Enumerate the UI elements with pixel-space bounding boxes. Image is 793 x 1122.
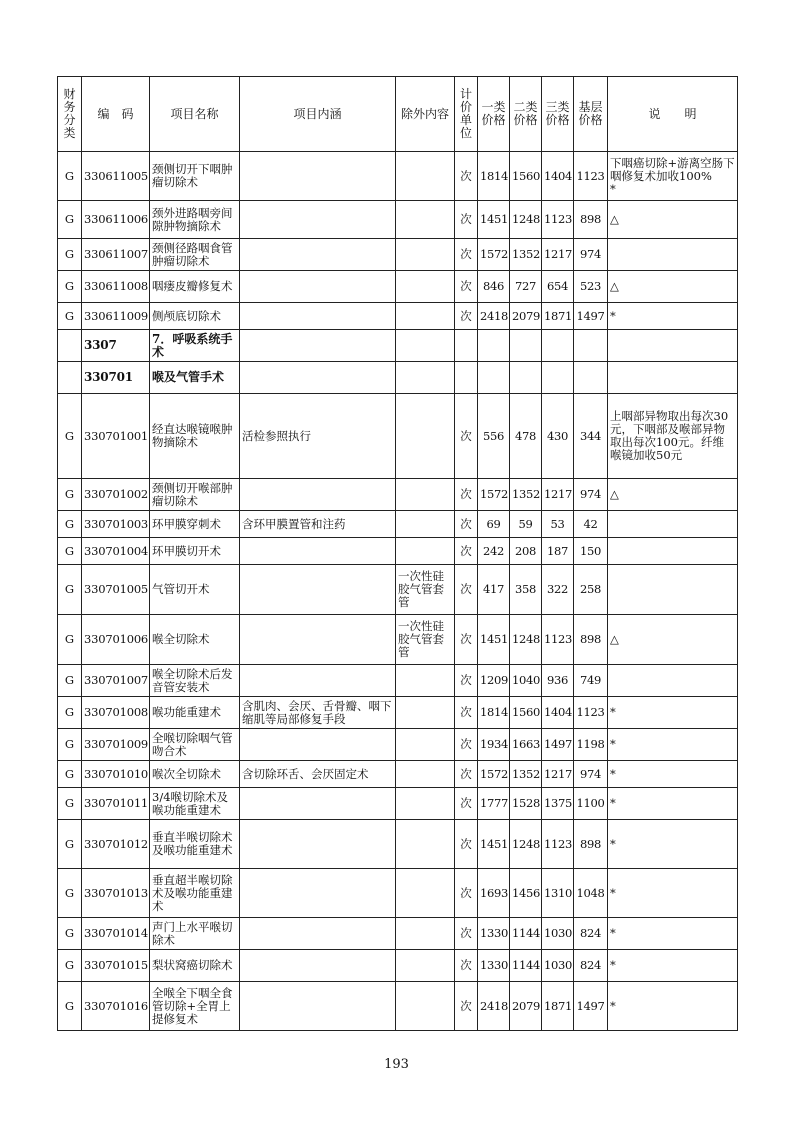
table-row bbox=[58, 479, 738, 511]
header-unit: 计价单位 bbox=[455, 77, 478, 152]
row-content bbox=[240, 615, 396, 665]
row-notes bbox=[608, 330, 738, 362]
table-row bbox=[58, 820, 738, 869]
row-price-basic: 1100 bbox=[574, 788, 608, 820]
row-price-class2: 1144 bbox=[510, 918, 542, 950]
row-item-name: 声门上水平喉切除术 bbox=[150, 918, 240, 950]
row-category bbox=[58, 330, 82, 362]
fee-table bbox=[57, 76, 738, 1031]
row-price-class3: 1375 bbox=[542, 788, 574, 820]
row-code: 330701013 bbox=[82, 869, 150, 918]
row-notes bbox=[608, 665, 738, 697]
row-item-name: 气管切开术 bbox=[150, 565, 240, 615]
row-excluded bbox=[396, 538, 455, 565]
row-category: G bbox=[58, 511, 82, 538]
row-price-class3 bbox=[542, 330, 574, 362]
row-code: 330701006 bbox=[82, 615, 150, 665]
row-code: 330701014 bbox=[82, 918, 150, 950]
row-item-name: 7．呼吸系统手术 bbox=[150, 330, 240, 362]
row-content bbox=[240, 239, 396, 271]
row-notes: * bbox=[608, 982, 738, 1031]
row-unit: 次 bbox=[455, 820, 478, 869]
row-content bbox=[240, 788, 396, 820]
row-price-class1 bbox=[478, 362, 510, 394]
row-price-class3: 187 bbox=[542, 538, 574, 565]
row-price-basic: 150 bbox=[574, 538, 608, 565]
row-item-name: 颈侧切开喉部肿瘤切除术 bbox=[150, 479, 240, 511]
row-category: G bbox=[58, 697, 82, 729]
row-code: 330611009 bbox=[82, 303, 150, 330]
row-excluded bbox=[396, 239, 455, 271]
header-row bbox=[58, 77, 738, 152]
row-price-class1: 1777 bbox=[478, 788, 510, 820]
header-category: 财务分类 bbox=[58, 77, 82, 152]
row-notes bbox=[608, 362, 738, 394]
row-unit: 次 bbox=[455, 303, 478, 330]
row-content: 含环甲膜置管和注药 bbox=[240, 511, 396, 538]
row-price-class3: 654 bbox=[542, 271, 574, 303]
row-category: G bbox=[58, 303, 82, 330]
row-category: G bbox=[58, 565, 82, 615]
row-price-basic: 42 bbox=[574, 511, 608, 538]
row-price-class3: 1217 bbox=[542, 761, 574, 788]
row-unit: 次 bbox=[455, 665, 478, 697]
row-code: 330611007 bbox=[82, 239, 150, 271]
row-item-name: 经直达喉镜喉肿物摘除术 bbox=[150, 394, 240, 479]
row-notes bbox=[608, 239, 738, 271]
row-item-name: 垂直半喉切除术及喉功能重建术 bbox=[150, 820, 240, 869]
row-price-basic: 1497 bbox=[574, 982, 608, 1031]
row-unit: 次 bbox=[455, 761, 478, 788]
row-category: G bbox=[58, 761, 82, 788]
row-unit: 次 bbox=[455, 697, 478, 729]
header-price-basic: 基层价格 bbox=[574, 77, 608, 152]
row-notes bbox=[608, 538, 738, 565]
row-item-name: 全喉切除咽气管吻合术 bbox=[150, 729, 240, 761]
row-price-class1: 1572 bbox=[478, 761, 510, 788]
row-excluded: 一次性硅胶气管套管 bbox=[396, 565, 455, 615]
row-price-class2: 1560 bbox=[510, 697, 542, 729]
row-unit bbox=[455, 362, 478, 394]
row-excluded bbox=[396, 201, 455, 239]
row-unit: 次 bbox=[455, 982, 478, 1031]
row-notes: △ bbox=[608, 201, 738, 239]
row-category: G bbox=[58, 820, 82, 869]
section-row bbox=[58, 362, 738, 394]
row-content bbox=[240, 565, 396, 615]
row-price-class3: 1871 bbox=[542, 303, 574, 330]
row-item-name: 喉全切除术 bbox=[150, 615, 240, 665]
row-excluded bbox=[396, 761, 455, 788]
row-item-name: 环甲膜切开术 bbox=[150, 538, 240, 565]
row-price-basic: 824 bbox=[574, 918, 608, 950]
row-price-class1: 1451 bbox=[478, 615, 510, 665]
row-price-class1: 1572 bbox=[478, 479, 510, 511]
row-price-class2: 208 bbox=[510, 538, 542, 565]
row-unit: 次 bbox=[455, 479, 478, 511]
row-price-basic: 1497 bbox=[574, 303, 608, 330]
row-price-class3: 53 bbox=[542, 511, 574, 538]
row-price-class2: 1352 bbox=[510, 761, 542, 788]
table-row bbox=[58, 665, 738, 697]
row-category: G bbox=[58, 982, 82, 1031]
row-content bbox=[240, 918, 396, 950]
table-row bbox=[58, 982, 738, 1031]
row-category: G bbox=[58, 729, 82, 761]
row-notes: 上咽部异物取出每次30元，下咽部及喉部异物取出每次100元。纤维喉镜加收50元 bbox=[608, 394, 738, 479]
row-price-class3: 322 bbox=[542, 565, 574, 615]
row-excluded bbox=[396, 394, 455, 479]
row-price-class1: 1693 bbox=[478, 869, 510, 918]
row-code: 330701001 bbox=[82, 394, 150, 479]
row-excluded bbox=[396, 271, 455, 303]
row-excluded bbox=[396, 869, 455, 918]
row-content: 活检参照执行 bbox=[240, 394, 396, 479]
row-price-class2: 1248 bbox=[510, 615, 542, 665]
table-row bbox=[58, 729, 738, 761]
row-notes: * bbox=[608, 303, 738, 330]
row-price-basic bbox=[574, 330, 608, 362]
row-price-class1: 1209 bbox=[478, 665, 510, 697]
table-row bbox=[58, 271, 738, 303]
row-code: 330701004 bbox=[82, 538, 150, 565]
row-notes: * bbox=[608, 761, 738, 788]
row-unit: 次 bbox=[455, 565, 478, 615]
row-item-name: 梨状窝癌切除术 bbox=[150, 950, 240, 982]
row-price-class3 bbox=[542, 362, 574, 394]
row-code: 330701010 bbox=[82, 761, 150, 788]
row-code: 330701007 bbox=[82, 665, 150, 697]
row-price-basic: 1198 bbox=[574, 729, 608, 761]
row-unit: 次 bbox=[455, 729, 478, 761]
table-row bbox=[58, 394, 738, 479]
page-number: 193 bbox=[384, 1057, 409, 1072]
table-row bbox=[58, 538, 738, 565]
row-price-class3: 936 bbox=[542, 665, 574, 697]
row-price-class2: 1663 bbox=[510, 729, 542, 761]
row-excluded bbox=[396, 511, 455, 538]
row-notes: △ bbox=[608, 615, 738, 665]
row-price-class3: 1404 bbox=[542, 152, 574, 201]
row-item-name: 颈侧切开下咽肿瘤切除术 bbox=[150, 152, 240, 201]
row-price-class2: 2079 bbox=[510, 303, 542, 330]
row-notes: 下咽癌切除+游离空肠下咽修复术加收100% * bbox=[608, 152, 738, 201]
row-code: 330701003 bbox=[82, 511, 150, 538]
table-row bbox=[58, 511, 738, 538]
row-price-class1: 1814 bbox=[478, 152, 510, 201]
row-code: 330701 bbox=[82, 362, 150, 394]
row-price-basic: 344 bbox=[574, 394, 608, 479]
row-content bbox=[240, 330, 396, 362]
row-price-class2: 1040 bbox=[510, 665, 542, 697]
row-category: G bbox=[58, 239, 82, 271]
row-price-basic: 258 bbox=[574, 565, 608, 615]
row-unit: 次 bbox=[455, 239, 478, 271]
row-category: G bbox=[58, 788, 82, 820]
row-price-class3: 1497 bbox=[542, 729, 574, 761]
row-price-basic bbox=[574, 362, 608, 394]
header-excluded: 除外内容 bbox=[396, 77, 455, 152]
section-row bbox=[58, 330, 738, 362]
row-excluded bbox=[396, 479, 455, 511]
row-code: 330701008 bbox=[82, 697, 150, 729]
header-item-name: 项目名称 bbox=[150, 77, 240, 152]
row-category: G bbox=[58, 869, 82, 918]
row-unit bbox=[455, 330, 478, 362]
row-price-class2: 1144 bbox=[510, 950, 542, 982]
row-category: G bbox=[58, 479, 82, 511]
row-price-class3: 1871 bbox=[542, 982, 574, 1031]
row-item-name: 颈外进路咽旁间隙肿物摘除术 bbox=[150, 201, 240, 239]
row-price-basic: 523 bbox=[574, 271, 608, 303]
row-excluded bbox=[396, 697, 455, 729]
row-price-class3: 430 bbox=[542, 394, 574, 479]
row-category: G bbox=[58, 201, 82, 239]
row-price-basic: 974 bbox=[574, 239, 608, 271]
header-price-class1: 一类价格 bbox=[478, 77, 510, 152]
table-row bbox=[58, 615, 738, 665]
row-notes: * bbox=[608, 950, 738, 982]
row-content bbox=[240, 538, 396, 565]
row-excluded bbox=[396, 950, 455, 982]
header-notes: 说 明 bbox=[608, 77, 738, 152]
table-row bbox=[58, 950, 738, 982]
row-price-class1: 2418 bbox=[478, 303, 510, 330]
row-content bbox=[240, 869, 396, 918]
row-category: G bbox=[58, 615, 82, 665]
row-price-basic: 1048 bbox=[574, 869, 608, 918]
row-price-basic: 974 bbox=[574, 761, 608, 788]
row-price-class3: 1030 bbox=[542, 950, 574, 982]
row-excluded bbox=[396, 303, 455, 330]
row-price-basic: 1123 bbox=[574, 152, 608, 201]
row-content bbox=[240, 303, 396, 330]
table-row bbox=[58, 697, 738, 729]
row-price-class2: 1352 bbox=[510, 239, 542, 271]
row-code: 330611008 bbox=[82, 271, 150, 303]
row-price-class1: 2418 bbox=[478, 982, 510, 1031]
row-excluded bbox=[396, 729, 455, 761]
row-item-name: 喉次全切除术 bbox=[150, 761, 240, 788]
row-content bbox=[240, 362, 396, 394]
row-price-basic: 898 bbox=[574, 820, 608, 869]
row-category bbox=[58, 362, 82, 394]
row-price-class1: 1451 bbox=[478, 820, 510, 869]
row-notes bbox=[608, 565, 738, 615]
row-category: G bbox=[58, 918, 82, 950]
row-category: G bbox=[58, 950, 82, 982]
row-price-class2: 1248 bbox=[510, 201, 542, 239]
row-item-name: 喉功能重建术 bbox=[150, 697, 240, 729]
row-price-class3: 1310 bbox=[542, 869, 574, 918]
row-category: G bbox=[58, 152, 82, 201]
row-price-class3: 1404 bbox=[542, 697, 574, 729]
row-content: 含肌肉、会厌、舌骨瓣、咽下缩肌等局部修复手段 bbox=[240, 697, 396, 729]
row-unit: 次 bbox=[455, 152, 478, 201]
table-row bbox=[58, 788, 738, 820]
row-price-class3: 1217 bbox=[542, 479, 574, 511]
row-category: G bbox=[58, 665, 82, 697]
table-row bbox=[58, 152, 738, 201]
row-category: G bbox=[58, 394, 82, 479]
row-unit: 次 bbox=[455, 615, 478, 665]
row-content bbox=[240, 982, 396, 1031]
row-code: 3307 bbox=[82, 330, 150, 362]
row-item-name: 垂直超半喉切除术及喉功能重建术 bbox=[150, 869, 240, 918]
row-content: 含切除环舌、会厌固定术 bbox=[240, 761, 396, 788]
row-content bbox=[240, 665, 396, 697]
row-excluded bbox=[396, 918, 455, 950]
row-price-class1: 1572 bbox=[478, 239, 510, 271]
row-excluded bbox=[396, 330, 455, 362]
row-price-class3: 1123 bbox=[542, 820, 574, 869]
row-code: 330611006 bbox=[82, 201, 150, 239]
row-price-class2: 358 bbox=[510, 565, 542, 615]
row-price-class2: 1456 bbox=[510, 869, 542, 918]
row-content bbox=[240, 152, 396, 201]
row-price-class1: 1451 bbox=[478, 201, 510, 239]
row-unit: 次 bbox=[455, 201, 478, 239]
row-price-class1: 1330 bbox=[478, 918, 510, 950]
row-excluded bbox=[396, 665, 455, 697]
row-notes: * bbox=[608, 729, 738, 761]
row-excluded bbox=[396, 362, 455, 394]
row-item-name: 颈侧径路咽食管肿瘤切除术 bbox=[150, 239, 240, 271]
row-unit: 次 bbox=[455, 271, 478, 303]
header-price-class3: 三类价格 bbox=[542, 77, 574, 152]
row-notes: * bbox=[608, 918, 738, 950]
row-unit: 次 bbox=[455, 394, 478, 479]
row-item-name: 侧颅底切除术 bbox=[150, 303, 240, 330]
row-excluded bbox=[396, 788, 455, 820]
row-price-class2 bbox=[510, 362, 542, 394]
row-price-class2: 727 bbox=[510, 271, 542, 303]
row-unit: 次 bbox=[455, 788, 478, 820]
table-row bbox=[58, 303, 738, 330]
row-price-basic: 898 bbox=[574, 201, 608, 239]
table-row bbox=[58, 918, 738, 950]
row-price-class2: 1560 bbox=[510, 152, 542, 201]
row-excluded bbox=[396, 982, 455, 1031]
row-price-class2: 1528 bbox=[510, 788, 542, 820]
row-price-class1: 1814 bbox=[478, 697, 510, 729]
row-code: 330701005 bbox=[82, 565, 150, 615]
row-content bbox=[240, 729, 396, 761]
row-code: 330701012 bbox=[82, 820, 150, 869]
row-price-class1: 846 bbox=[478, 271, 510, 303]
row-content bbox=[240, 950, 396, 982]
row-price-class1: 417 bbox=[478, 565, 510, 615]
row-notes: △ bbox=[608, 479, 738, 511]
table-row bbox=[58, 761, 738, 788]
row-unit: 次 bbox=[455, 538, 478, 565]
row-notes: * bbox=[608, 820, 738, 869]
row-excluded bbox=[396, 820, 455, 869]
row-code: 330701016 bbox=[82, 982, 150, 1031]
row-code: 330701002 bbox=[82, 479, 150, 511]
row-category: G bbox=[58, 538, 82, 565]
row-notes bbox=[608, 511, 738, 538]
header-code: 编 码 bbox=[82, 77, 150, 152]
row-notes: * bbox=[608, 697, 738, 729]
row-price-basic: 898 bbox=[574, 615, 608, 665]
row-price-basic: 974 bbox=[574, 479, 608, 511]
row-item-name: 3/4喉切除术及喉功能重建术 bbox=[150, 788, 240, 820]
row-item-name: 喉及气管手术 bbox=[150, 362, 240, 394]
row-category: G bbox=[58, 271, 82, 303]
row-code: 330701009 bbox=[82, 729, 150, 761]
row-item-name: 全喉全下咽全食管切除+全胃上提修复术 bbox=[150, 982, 240, 1031]
row-price-class3: 1123 bbox=[542, 615, 574, 665]
row-price-class1 bbox=[478, 330, 510, 362]
row-price-class2: 2079 bbox=[510, 982, 542, 1031]
row-content bbox=[240, 479, 396, 511]
row-item-name: 环甲膜穿刺术 bbox=[150, 511, 240, 538]
row-notes: △ bbox=[608, 271, 738, 303]
row-price-class2: 478 bbox=[510, 394, 542, 479]
table-row bbox=[58, 869, 738, 918]
row-price-class2: 59 bbox=[510, 511, 542, 538]
row-code: 330701011 bbox=[82, 788, 150, 820]
row-price-class1: 556 bbox=[478, 394, 510, 479]
row-content bbox=[240, 271, 396, 303]
row-price-class2 bbox=[510, 330, 542, 362]
table-row bbox=[58, 565, 738, 615]
row-excluded bbox=[396, 152, 455, 201]
header-content: 项目内涵 bbox=[240, 77, 396, 152]
row-code: 330611005 bbox=[82, 152, 150, 201]
row-unit: 次 bbox=[455, 869, 478, 918]
row-price-basic: 1123 bbox=[574, 697, 608, 729]
row-price-class1: 1934 bbox=[478, 729, 510, 761]
row-unit: 次 bbox=[455, 511, 478, 538]
row-price-class1: 1330 bbox=[478, 950, 510, 982]
row-price-class1: 69 bbox=[478, 511, 510, 538]
row-price-class3: 1217 bbox=[542, 239, 574, 271]
header-price-class2: 二类价格 bbox=[510, 77, 542, 152]
row-price-class2: 1352 bbox=[510, 479, 542, 511]
row-price-class3: 1123 bbox=[542, 201, 574, 239]
row-price-class2: 1248 bbox=[510, 820, 542, 869]
row-item-name: 咽瘘皮瓣修复术 bbox=[150, 271, 240, 303]
row-price-basic: 749 bbox=[574, 665, 608, 697]
table-row bbox=[58, 239, 738, 271]
row-content bbox=[240, 201, 396, 239]
row-price-basic: 824 bbox=[574, 950, 608, 982]
row-code: 330701015 bbox=[82, 950, 150, 982]
row-excluded: 一次性硅胶气管套管 bbox=[396, 615, 455, 665]
row-content bbox=[240, 820, 396, 869]
table-row bbox=[58, 201, 738, 239]
row-price-class3: 1030 bbox=[542, 918, 574, 950]
row-price-class1: 242 bbox=[478, 538, 510, 565]
row-notes: * bbox=[608, 869, 738, 918]
row-notes: * bbox=[608, 788, 738, 820]
row-unit: 次 bbox=[455, 918, 478, 950]
row-item-name: 喉全切除术后发音管安装术 bbox=[150, 665, 240, 697]
row-unit: 次 bbox=[455, 950, 478, 982]
